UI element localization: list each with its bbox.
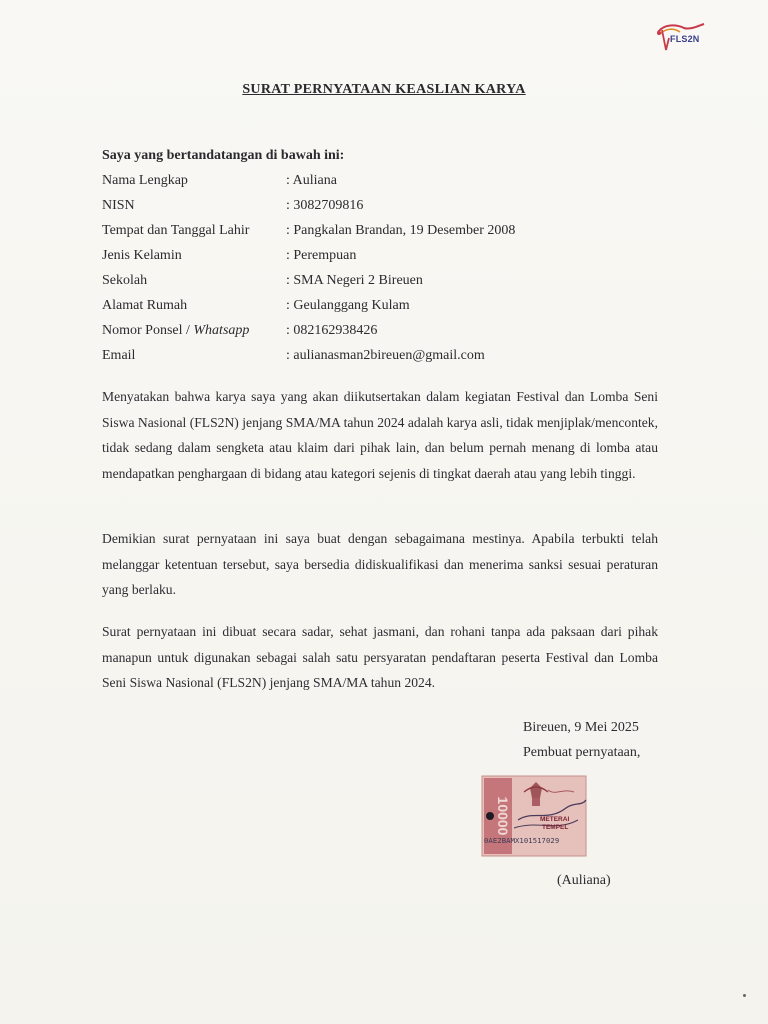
paragraph-declaration: Demikian surat pernyataan ini saya buat dengan sebagaimana mestinya. Apabila terbukti telah melanggar ketentuan tersebut, saya bersedia didiskualifikasi dan menerima sanksi sesuai peraturan yang berlaku.: [102, 531, 658, 597]
field-value: : Geulanggang Kulam: [286, 298, 410, 313]
field-label-italic: Whatsapp: [193, 323, 250, 338]
field-label: Alamat Rumah: [102, 298, 188, 313]
field-label: Sekolah: [102, 273, 148, 288]
maker-label: Pembuat pernyataan,: [523, 745, 641, 760]
field-nomor-ponsel: [102, 323, 622, 345]
paragraph-consent: Surat pernyataan ini dibuat secara sadar, sehat jasmani, dan rohani tanpa ada paksaan dari pihak manapun untuk digunakan sebagai salah satu persyaratan pendaftaran peserta Festival dan Lomba Seni Siswa Nasional (FLS2N) jenjang SMA/MA tahun 2024.: [102, 624, 658, 690]
meterai-stamp: [478, 770, 590, 860]
document-title: SURAT PERNYATAAN KEASLIAN KARYA: [242, 82, 526, 97]
stamp-serial: 0AE2BAMX101517029: [484, 836, 560, 845]
field-value: : aulianasman2bireuen@gmail.com: [286, 348, 485, 363]
signer-name: (Auliana): [557, 873, 611, 888]
field-jenis-kelamin: [102, 248, 622, 270]
field-label: Email: [102, 348, 136, 363]
stamp-value: 10000: [495, 796, 511, 836]
fls2n-logo: [650, 20, 706, 56]
field-tempat-tanggal-lahir: [102, 223, 622, 245]
field-sekolah: [102, 273, 622, 295]
place-date: Bireuen, 9 Mei 2025: [523, 720, 639, 735]
paragraph-statement: Menyatakan bahwa karya saya yang akan diikutsertakan dalam kegiatan Festival dan Lomba Seni Siswa Nasional (FLS2N) jenjang SMA/MA tahun 2024 adalah karya asli, tidak menjiplak/mencontek, tidak sedang dalam sengketa atau klaim dari pihak lain, dan belum pernah menang di lomba atau mendapatkan penghargaan di bidang atau kategori sejenis di tingkat daerah atau yang lebih tinggi.: [102, 389, 658, 481]
stamp-label: METERAI: [540, 816, 570, 823]
field-email: [102, 348, 622, 370]
scan-speck: [743, 994, 746, 997]
field-label: NISN: [102, 198, 135, 213]
intro-text: Saya yang bertandatangan di bawah ini:: [102, 148, 345, 163]
field-value: : 3082709816: [286, 198, 364, 213]
field-alamat-rumah: [102, 298, 622, 320]
field-label: Jenis Kelamin: [102, 248, 182, 263]
field-label: Nomor Ponsel / Whatsapp: [102, 323, 250, 338]
field-label: Nama Lengkap: [102, 173, 188, 188]
field-value: : SMA Negeri 2 Bireuen: [286, 273, 423, 288]
field-value: : Perempuan: [286, 248, 357, 263]
field-value: : Pangkalan Brandan, 19 Desember 2008: [286, 223, 516, 238]
meterai-stamp-graphic: [478, 770, 590, 860]
field-nama-lengkap: [102, 173, 622, 195]
field-value: : Auliana: [286, 173, 337, 188]
field-value: : 082162938426: [286, 323, 378, 338]
field-label: Tempat dan Tanggal Lahir: [102, 223, 250, 238]
logo-text: FLS2N: [670, 34, 700, 44]
stamp-label-2: TEMPEL: [542, 824, 569, 831]
field-nisn: [102, 198, 622, 220]
